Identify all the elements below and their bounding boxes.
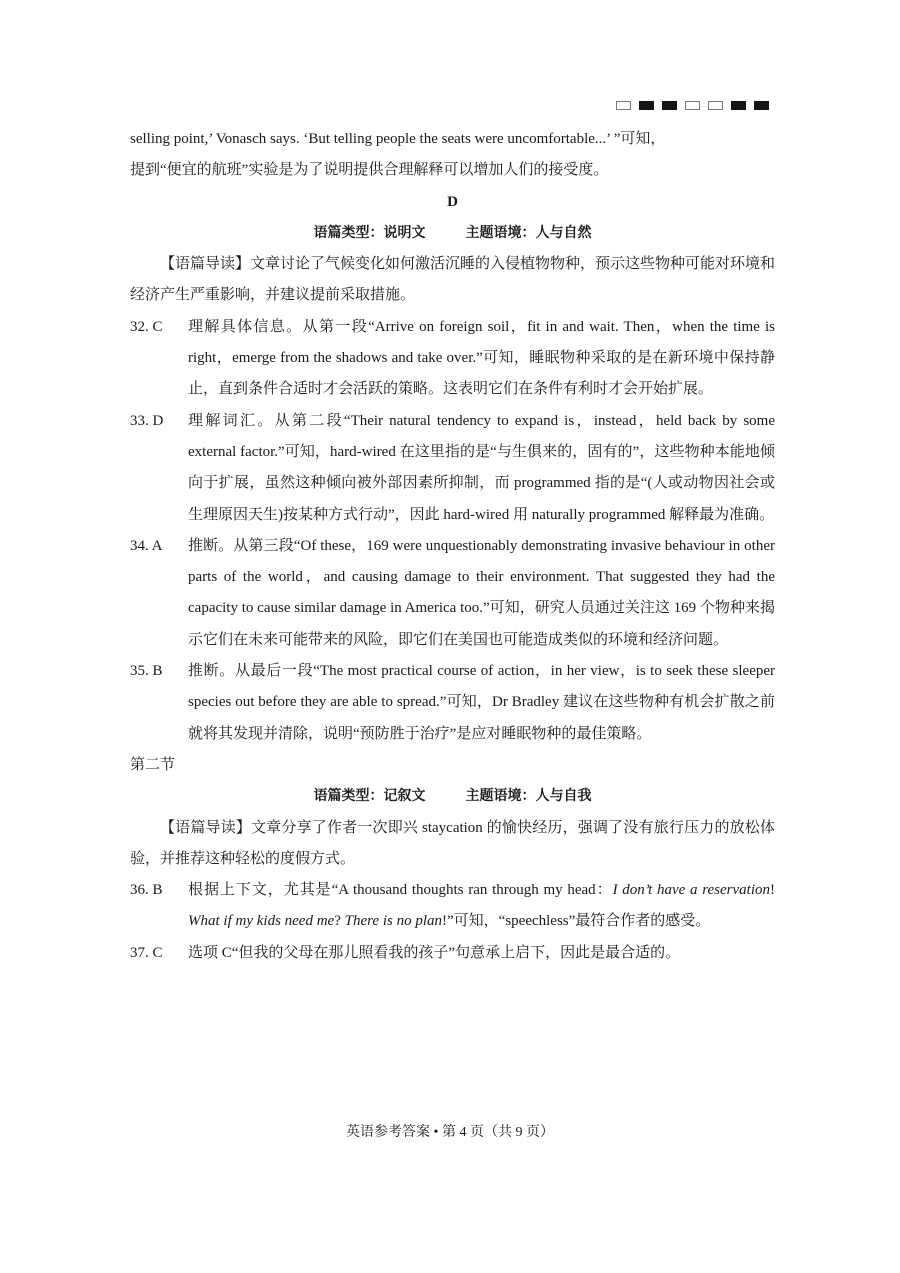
filled-box-mark [662, 101, 677, 110]
answer-explanation: 推断。从第三段“Of these，169 were unquestionably demonstrating invasive behaviour in other parts of the world，and causing damage to their environment. That suggested they had the capacity to cause similar damage in America too.”可知，研究人员通过关注这 169 个物种来揭示它们在未来可能带来的风险，即它们在美国也可能造成类似的环境和经济问题。 [188, 537, 775, 648]
answer-item-33 [130, 406, 775, 531]
explanation-text: ! [769, 882, 775, 899]
section-2-genre-line [130, 781, 775, 812]
section-2-genre: 语篇类型：记叙文 [313, 788, 426, 805]
section-d-heading: D [447, 193, 458, 210]
quoted-italic: What if my kids need me [188, 913, 335, 930]
answer-item-37 [130, 938, 775, 969]
answer-item-36 [130, 875, 775, 938]
continuation-line-1: selling point,’ Vonasch says. ‘But telling people the seats were uncomfortable...’ ”可知， [130, 131, 666, 147]
page-footer: 英语参考答案 • 第 4 页（共 9 页） [346, 1125, 554, 1140]
answer-item-34 [130, 531, 775, 656]
empty-box-mark [685, 101, 700, 110]
answer-number: 36. B [130, 882, 163, 899]
section-d-lead: 【语篇导读】文章讨论了气候变化如何激活沉睡的入侵植物物种，预示这些物种可能对环境和经济产生严重影响，并建议提前采取措施。 [130, 256, 776, 304]
section-d-theme: 主题语境：人与自然 [465, 224, 592, 241]
section-d-genre-line [130, 218, 775, 249]
section-d-genre: 语篇类型：说明文 [313, 224, 426, 241]
quoted-italic: There is no plan [344, 913, 443, 930]
answer-page [130, 124, 775, 969]
empty-box-mark [708, 101, 723, 110]
answer-explanation [188, 875, 775, 938]
filled-box-mark [639, 101, 654, 110]
answer-explanation: 选项 C“但我的父母在那儿照看我的孩子”句意承上启下，因此是最合适的。 [188, 944, 681, 961]
continuation-line-2: 提到“便宜的航班”实验是为了说明提供合理解释可以增加人们的接受度。 [130, 162, 609, 179]
answer-number: 32. C [130, 318, 163, 335]
empty-box-mark [616, 101, 631, 110]
answer-item-35 [130, 656, 775, 750]
explanation-text: ? [334, 913, 345, 930]
answer-explanation: 理解具体信息。从第一段“Arrive on foreign soil，fit in and wait. Then，when the time is right，emerge from the shadows and take over.”可知，睡眠物种采取的是在新环境中保持静止，直到条件合适时才会活跃的策略。这表明它们在条件有利时才会开始扩展。 [188, 318, 775, 398]
explanation-text: 根据上下文，尤其是“A thousand thoughts ran through my head： [188, 882, 613, 899]
answer-number: 35. B [130, 663, 163, 680]
filled-box-mark [731, 101, 746, 110]
answer-explanation: 推断。从最后一段“The most practical course of action，in her view，is to seek these sleeper species out before they are able to spread.”可知，Dr Bradley 建议在这些物种有机会扩散之前就将其发现并清除，说明“预防胜于治疗”是应对睡眠物种的最佳策略。 [188, 663, 775, 742]
answer-item-32 [130, 312, 775, 406]
section-2-theme: 主题语境：人与自我 [465, 788, 592, 805]
filled-box-mark [754, 101, 769, 110]
page-marker-boxes [616, 101, 769, 110]
quoted-italic: I don’t have a reservation [612, 882, 770, 899]
answer-number: 34. A [130, 537, 163, 554]
answer-explanation: 理解词汇。从第二段“Their natural tendency to expand is，instead，held back by some external factor.”可知，hard-wired 在这里指的是“与生俱来的，固有的”，这些物种本能地倾向于扩展，虽然这种倾向被外部因素所抑制，而 programmed 指的是“(人或动物因社会或生理原因天生)按某种方式行动”，因此 hard-wired 用 naturally programmed 解释最为准确。 [188, 412, 775, 523]
explanation-text: !”可知，“speechless”最符合作者的感受。 [442, 913, 711, 930]
section-2-lead: 【语篇导读】文章分享了作者一次即兴 staycation 的愉快经历，强调了没有旅行压力的放松体验，并推荐这种轻松的度假方式。 [130, 819, 775, 867]
answer-number: 37. C [130, 944, 163, 961]
answer-number: 33. D [130, 412, 164, 429]
section-2-title: 第二节 [130, 756, 176, 773]
